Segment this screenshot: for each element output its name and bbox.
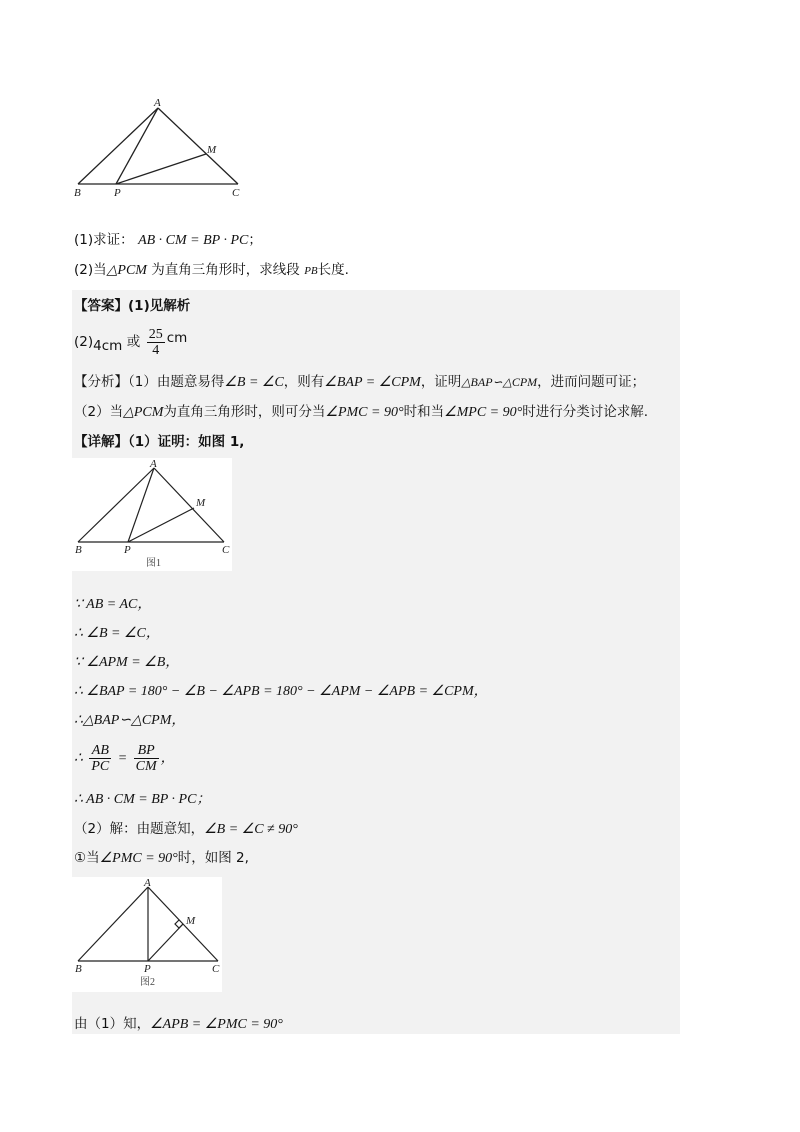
fig2-label-B: B — [75, 963, 82, 975]
fig2-label-M: M — [186, 915, 196, 927]
fraction-ab-pc: $\frac{AB}{PC}$ — [91, 742, 110, 774]
fraction-bp-cm: $\frac{BP}{CM}$ — [135, 742, 157, 774]
step-3: ∵ ∠APM = ∠B， — [74, 655, 180, 670]
step-2: ∴ ∠B = ∠C， — [74, 626, 160, 641]
question-part2: (2)当△PCM 为直角三角形时，求线段 PB长度. — [74, 262, 349, 278]
fig2-label-C: C — [212, 963, 220, 975]
fig1-caption: 图1 — [146, 558, 161, 569]
fig2-label-P: P — [144, 963, 151, 975]
step-9: ①当∠PMC = 90°时，如图 2, — [74, 850, 249, 866]
analysis-line2: （2）当△PCM为直角三角形时，则可分当∠PMC = 90°时和当∠MPC = 90°时进行分类讨论求解. — [74, 404, 649, 420]
fig1-label-C: C — [222, 544, 230, 556]
fig1-label-B: B — [75, 544, 82, 556]
fig-label-P: P — [114, 187, 121, 199]
fig-label-B: B — [74, 187, 81, 199]
fig2-caption: 图2 — [140, 977, 155, 988]
step-10: 由（1）知，∠APB = ∠PMC = 90° — [74, 1016, 283, 1032]
fig-label-A: A — [154, 97, 161, 109]
step-1: ∵ AB = AC， — [74, 597, 152, 612]
detail-label: 【详解】（1）证明：如图 1, — [74, 434, 245, 450]
answer-part2: (2)4cm 或 $\frac{25}{4}$ cm — [74, 326, 188, 358]
fig1-label-M: M — [196, 497, 206, 509]
figure-2 — [72, 877, 222, 992]
analysis-line1: 【分析】（1）由题意易得∠B = ∠C，则有∠BAP = ∠CPM，证明△BAP∽△CPM，进而问题可证； — [74, 374, 646, 390]
step-5: ∴△BAP∽△CPM， — [74, 713, 186, 728]
step-8: （2）解：由题意知，∠B = ∠C ≠ 90° — [74, 821, 298, 837]
figure-top — [70, 96, 250, 202]
figure-1 — [72, 458, 232, 571]
fig-label-C: C — [232, 187, 240, 199]
fig-label-M: M — [207, 144, 217, 156]
fig2-label-A: A — [144, 877, 151, 889]
answer-fraction: $\frac{25}{4}$ — [148, 326, 163, 358]
step-4: ∴ ∠BAP = 180° − ∠B − ∠APB = 180° − ∠APM − ∠APB = ∠CPM， — [74, 684, 488, 699]
answer-label: 【答案】(1)见解析 — [74, 298, 191, 314]
question-part1: (1)求证： AB · CM = BP · PC； — [74, 232, 262, 248]
fig1-label-P: P — [124, 544, 131, 556]
step-6: ∴ $\frac{AB}{PC}$ = $\frac{BP}{CM}$ ， — [74, 742, 175, 774]
step-7: ∴ AB · CM = BP · PC； — [74, 792, 211, 807]
fig1-label-A: A — [150, 458, 157, 470]
